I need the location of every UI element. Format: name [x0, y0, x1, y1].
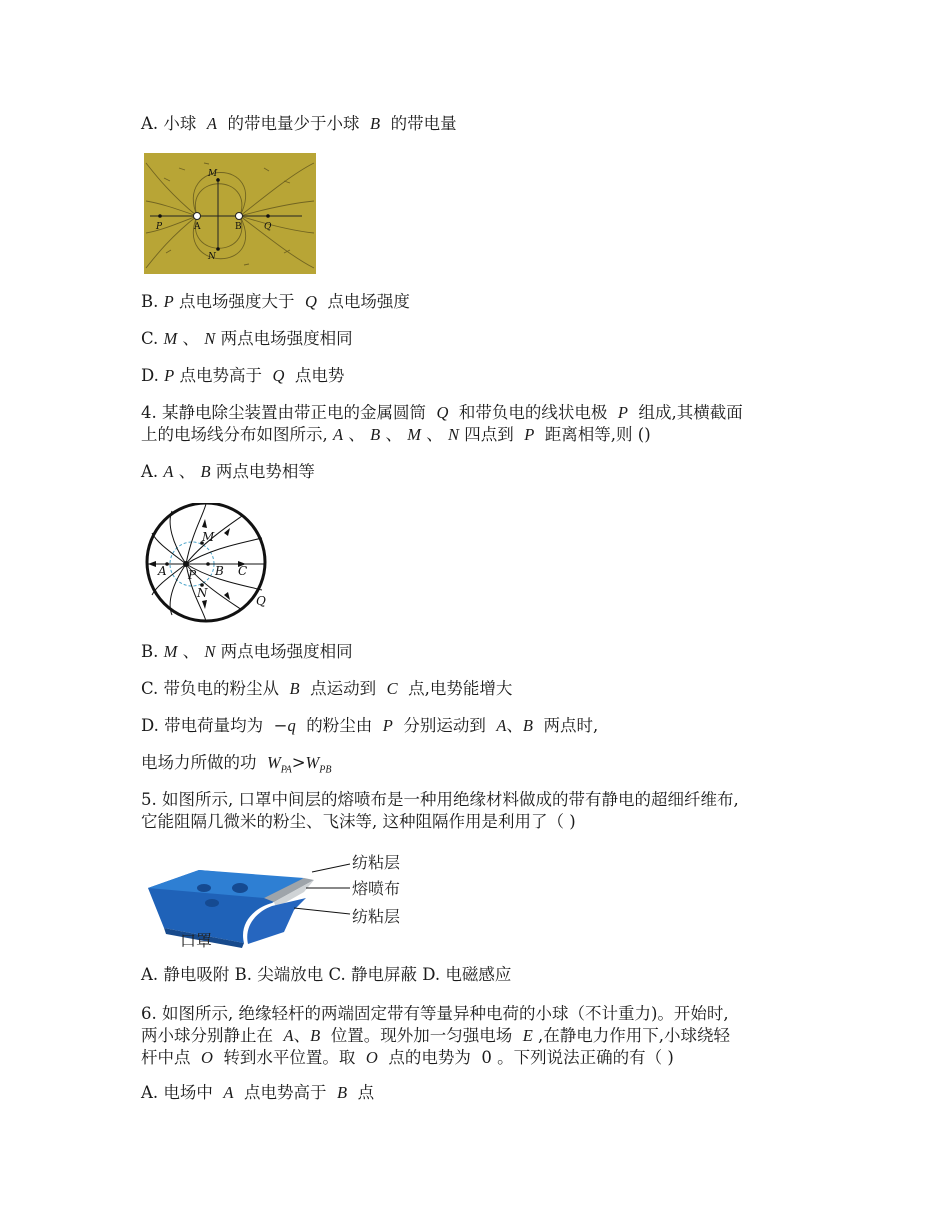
q3-option-a: A. 小球 A 的带电量少于小球 B 的带电量 [141, 114, 457, 133]
layer-label-bottom: 纺粘层 [352, 907, 401, 926]
q4-stem-line2: 上的电场线分布如图所示, A 、 B 、 M 、 N 四点到 P 距离相等,则 () [141, 425, 651, 444]
q5-stem-line1: 5. 如图所示, 口罩中间层的熔喷布是一种用绝缘材料做成的带有静电的超细纤维布, [141, 790, 739, 809]
q4-option-d: D. 带电荷量均为 −q 的粉尘由 P 分别运动到 A、B 两点时, [141, 716, 599, 735]
q5-options: A. 静电吸附 B. 尖端放电 C. 静电屏蔽 D. 电磁感应 [141, 965, 512, 984]
label-q: Q [256, 594, 266, 608]
q6-option-a: A. 电场中 A 点电势高于 B 点 [141, 1083, 375, 1102]
q3-option-d: D. P 点电势高于 Q 点电势 [141, 366, 345, 385]
q6-stem-line2: 两小球分别静止在 A、B 位置。现外加一匀强电场 E ,在静电力作用下,小球绕轻 [141, 1026, 731, 1045]
layer-label-middle: 熔喷布 [352, 879, 401, 898]
q3-option-b: B. P 点电场强度大于 Q 点电场强度 [141, 292, 410, 311]
q3-option-c: C. M 、 N 两点电场强度相同 [141, 329, 353, 348]
q6-stem-line3: 杆中点 O 转到水平位置。取 O 点的电势为 0 。下列说法正确的有（ ) [141, 1048, 674, 1067]
label-a: A [158, 564, 167, 578]
label-q: Q [264, 222, 272, 232]
label-b: B [235, 222, 242, 232]
q4-stem-line1: 4. 某静电除尘装置由带正电的金属圆筒 Q 和带负电的线状电极 P 组成,其横截面 [141, 403, 743, 422]
label-b: B [215, 564, 224, 578]
label-n: N [208, 252, 216, 262]
label-c: C [238, 564, 248, 578]
dipole-field-figure [144, 153, 316, 274]
mask-layers-figure [144, 848, 404, 950]
mask-label: 口罩 [180, 931, 213, 950]
label-p: P [156, 222, 163, 232]
label-m: M [202, 530, 215, 544]
label-p: P [188, 568, 197, 582]
label-a: A [194, 222, 201, 232]
q4-option-a: A. A 、 B 两点电势相等 [141, 462, 315, 481]
q5-stem-line2: 它能阻隔几微米的粉尘、飞沫等, 这种阻隔作用是利用了（ ) [141, 812, 576, 831]
q4-option-c: C. 带负电的粉尘从 B 点运动到 C 点,电势能增大 [141, 679, 513, 698]
electrostatic-precipitator-figure [142, 503, 282, 628]
layer-label-top: 纺粘层 [352, 853, 401, 872]
q6-stem-line1: 6. 如图所示, 绝缘轻杆的两端固定带有等量异种电荷的小球（不计重力)。开始时, [141, 1004, 729, 1023]
label-m: M [208, 169, 218, 179]
label-n: N [197, 586, 208, 600]
q4-option-d-continued: 电场力所做的功 $W_{PA}>W_{PB}$ [141, 753, 332, 776]
q4-option-b: B. M 、 N 两点电场强度相同 [141, 642, 353, 661]
